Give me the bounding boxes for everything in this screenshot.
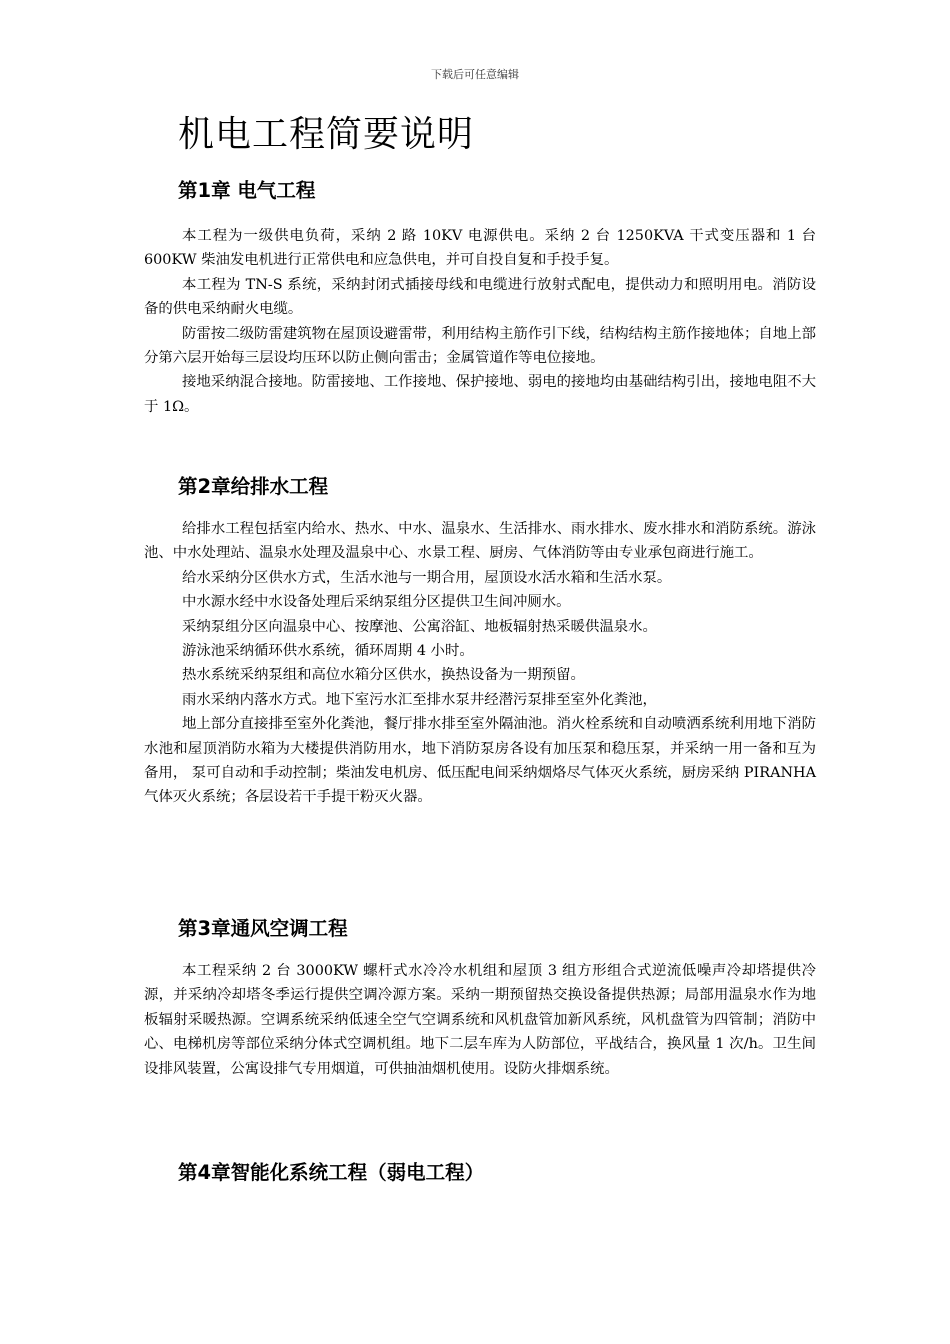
- paragraph: 本工程为一级供电负荷，采纳 2 路 10KV 电源供电。采纳 2 台 1250KVA 干式变压器和 1 台 600KW 柴油发电机进行正常供电和应急供电，并可自投自复和手投手复。: [144, 228, 816, 269]
- paragraph: 本工程采纳 2 台 3000KW 螺杆式水冷冷水机组和屋顶 3 组方形组合式逆流低噪声冷却塔提供冷源，并采纳冷却塔冬季运行提供空调冷源方案。采纳一期预留热交换设备提供热源；局部用温泉水作为地板辐射采暖热源。空调系统采纳低速全空气空调系统和风机盘管加新风系统，风机盘管为四管制；消防中心、电梯机房等部位采纳分体式空调机组。地下二层车库为人防部位，平战结合，换风量 1 次/h。卫生间设排风装置，公寓设排气专用烟道，可供抽油烟机使用。设防火排烟系统。: [144, 963, 816, 1077]
- paragraph: 本工程为 TN-S 系统，采纳封闭式插接母线和电缆进行放射式配电，提供动力和照明用电。消防设备的供电采纳耐火电缆。: [144, 276, 816, 318]
- paragraph: 雨水采纳内落水方式。地下室污水汇至排水泵井经潜污泵排至室外化粪池，: [182, 691, 657, 708]
- paragraph: 给排水工程包括室内给水、热水、中水、温泉水、生活排水、雨水排水、废水排水和消防系统。游泳池、中水处理站、温泉水处理及温泉中心、水景工程、厨房、气体消防等由专业承包商进行施工。: [144, 521, 816, 562]
- chapter-3-body: [144, 959, 816, 1081]
- header-note: 下载后可任意编辑: [431, 68, 519, 81]
- chapter-2-heading: 第2章给排水工程: [178, 475, 329, 498]
- paragraph: 热水系统采纳泵组和高位水箱分区供水，换热设备为一期预留。: [182, 667, 585, 684]
- paragraph: 给水采纳分区供水方式，生活水池与一期合用，屋顶设水活水箱和生活水泵。: [182, 569, 672, 586]
- paragraph: 中水源水经中水设备处理后采纳泵组分区提供卫生间冲厕水。: [182, 594, 571, 611]
- paragraph: 采纳泵组分区向温泉中心、按摩池、公寓浴缸、地板辐射热采暖供温泉水。: [182, 618, 657, 635]
- paragraph: 地上部分直接排至室外化粪池，餐厅排水排至室外隔油池。消火栓系统和自动喷洒系统利用地下消防水池和屋顶消防水箱为大楼提供消防用水，地下消防泵房各设有加压泵和稳压泵，并采纳一用一备和互为备用， 泵可自动和手动控制；柴油发电机房、低压配电间采纳烟烙尽气体灭火系统，厨房采纳 PIRANHA 气体灭火系统；各层设若干手提干粉灭火器。: [144, 716, 816, 806]
- paragraph: 接地采纳混合接地。防雷接地、工作接地、保护接地、弱电的接地均由基础结构引出，接地电阻不大于 1Ω。: [144, 374, 816, 415]
- chapter-3-heading: 第3章通风空调工程: [178, 917, 348, 940]
- chapter-1-heading: 第1章 电气工程: [178, 179, 316, 202]
- paragraph: 防雷按二级防雷建筑物在屋顶设避雷带，利用结构主筋作引下线，结构结构主筋作接地体；自地上部分第六层开始每三层设均压环以防止侧向雷击；金属管道作等电位接地。: [144, 325, 816, 367]
- chapter-2-body: [144, 517, 816, 810]
- chapter-4-heading: 第4章智能化系统工程（弱电工程）: [178, 1161, 485, 1184]
- chapter-1-body: [144, 224, 816, 419]
- document-title: 机电工程简要说明: [178, 114, 475, 155]
- paragraph: 游泳池采纳循环供水系统，循环周期 4 小时。: [182, 643, 474, 660]
